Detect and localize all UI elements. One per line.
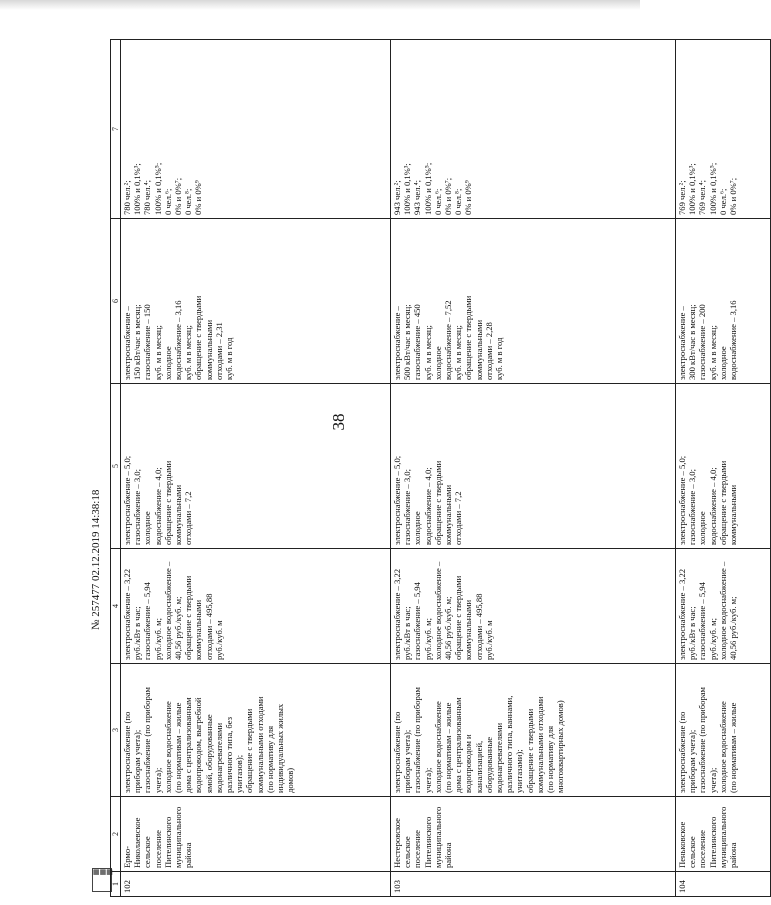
document-stamp: № 257477 02.12.2019 14:38:18 [90,489,102,630]
indices-cell: электроснабжение – 5,0; газоснабжение – 3,0; холодное водоснабжение – 4,0; обращение с твердыми коммунальными [676,384,771,549]
table-header-row [111,40,121,897]
tariff-table [110,39,771,897]
header-cell-4: 4 [111,549,121,664]
table-row [676,40,771,897]
row-number: 103 [391,872,676,897]
indices-cell: электроснабжение – 5,0; газоснабжение – 3,0; холодное водоснабжение – 4,0; обращение с твердыми коммунальными отходами – 7,2 [391,384,676,549]
scan-edge [0,0,640,10]
table-row [391,40,676,897]
tariffs-cell: электроснабжение – 3,22 руб./кВт в час; газоснабжение – 5,94 руб./куб. м; холодное водоснабжение – 40,56 руб./куб. м; обращение с твердыми коммунальными отходами – 495,88 руб./куб. м [121,549,391,664]
settlement-name: Ермо- Николаевское сельское поселение Пителинского муниципального района [121,797,391,872]
header-cell-6: 6 [111,219,121,384]
page-number: 38 [329,413,348,431]
population-cell: 943 чел.²; 100% и 0,1%³; 943 чел.⁴; 100% и 0,1%⁵; 0 чел.⁶; 0% и 0%⁷; 0 чел.⁸; 0% и 0%⁹ [391,40,676,219]
header-cell-5: 5 [111,384,121,549]
row-number: 104 [676,872,771,897]
volumes-cell: электроснабжение – 500 кВт/час в месяц; газоснабжение – 450 куб. м в месяц; холодное водоснабжение – 7,52 куб. м в месяц; обращение с твердыми коммунальными отходами – 2,28 куб. м в год [391,219,676,384]
barcode-stamp-icon: ▦▦▦ [92,868,112,892]
header-cell-1: 1 [111,872,121,897]
volumes-cell: электроснабжение – 150 кВт/час в месяц; газоснабжение – 150 куб. м в месяц; холодное водоснабжение – 3,16 куб. м в месяц; обращение с твердыми коммунальными отходами – 2,31 куб. м в год [121,219,391,384]
settlement-name: Нестеровское сельское поселение Пителинского муниципального района [391,797,676,872]
population-cell: 780 чел.²; 100% и 0,1%³; 780 чел.⁴; 100% и 0,1%⁵; 0 чел.⁶; 0% и 0%⁷; 0 чел.⁸; 0% и 0%⁹ [121,40,391,219]
rotated-table-container [110,75,739,897]
services-cell: электроснабжение (по приборам учета); газоснабжение (по приборам учета); холодное водоснабжение (по нормативам – жилые [676,664,771,797]
services-cell: электроснабжение (по приборам учета); газоснабжение (по приборам учета); холодное водоснабжение (по нормативам – жилые дома с централизованным водопроводом, выгребной ямой, оборудованные водонагревателями различного типа, без унитазов); обращение с твердыми коммунальными отходами (по нормативу для индивидуальных жилых домов) [121,664,391,797]
tariffs-cell: электроснабжение – 3,22 руб./кВт в час; газоснабжение – 5,94 руб./куб. м; холодное водоснабжение – 40,56 руб./куб. м; [676,549,771,664]
tariffs-cell: электроснабжение – 3,22 руб./кВт в час; газоснабжение – 5,94 руб./куб. м; холодное водоснабжение – 40,56 руб./куб. м; обращение с твердыми коммунальными отходами – 495,88 руб./куб. м [391,549,676,664]
indices-cell: электроснабжение – 5,0; газоснабжение – 3,0; холодное водоснабжение – 4,0; обращение с твердыми коммунальными отходами – 7,2 [121,384,391,549]
volumes-cell: электроснабжение – 300 кВт/час в месяц; газоснабжение – 200 куб. м в месяц; холодное водоснабжение – 3,16 [676,219,771,384]
services-cell: электроснабжение (по приборам учета); газоснабжение (по приборам учета); холодное водоснабжение (по нормативам – жилые дома с централизованным водопроводом и канализацией, оборудованные водонагревателями различного типа, ваннами, унитазами); обращение с твердыми коммунальными отходами (по нормативу для многоквартирных домов) [391,664,676,797]
header-cell-2: 2 [111,797,121,872]
header-cell-3: 3 [111,664,121,797]
table-row [121,40,391,897]
row-number: 102 [121,872,391,897]
population-cell: 769 чел.²; 100% и 0,1%³; 769 чел.⁴; 100% и 0,1%⁵; 0 чел.⁶; 0% и 0%⁷; [676,40,771,219]
settlement-name: Пеньковское сельское поселение Пителинского муниципального района [676,797,771,872]
header-cell-7: 7 [111,40,121,219]
